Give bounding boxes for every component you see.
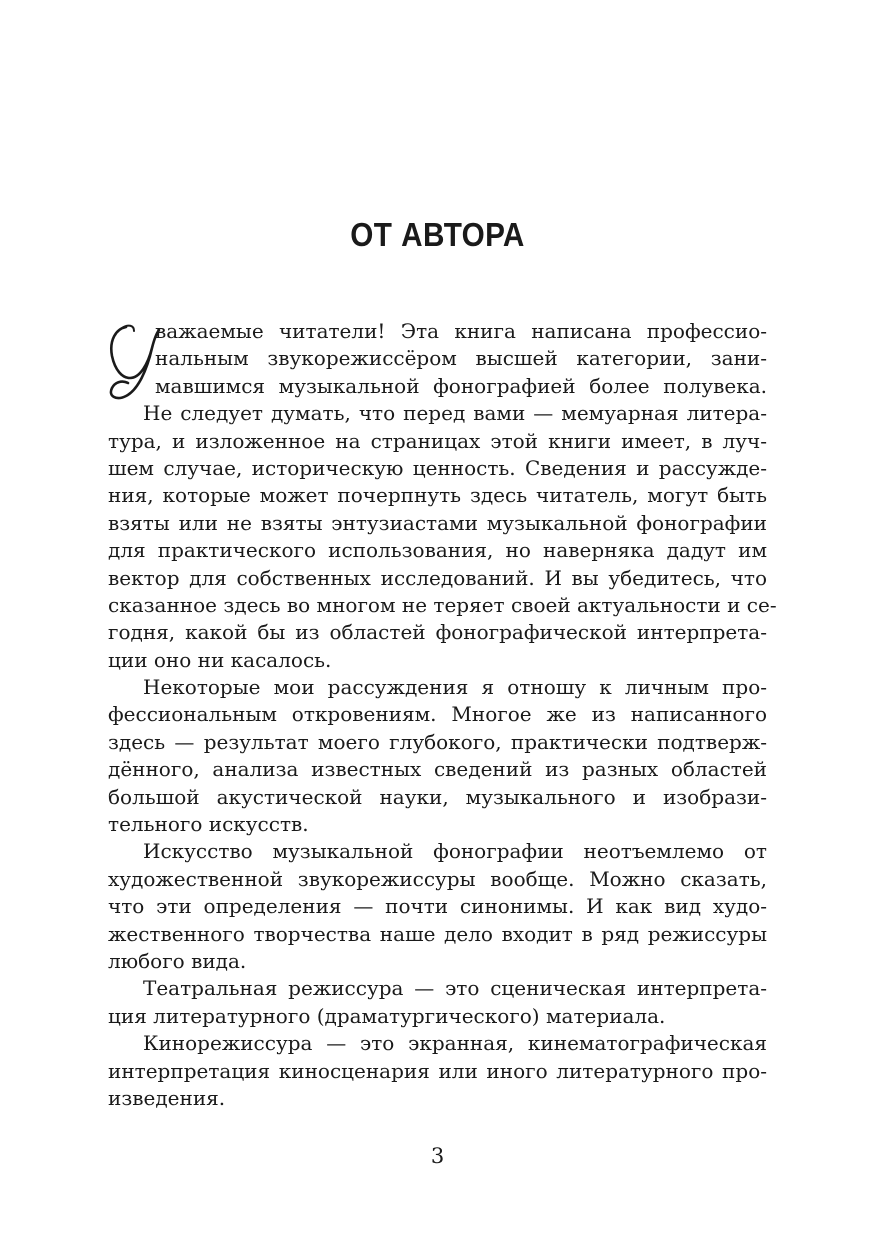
text-line: для практического использования, но наверняка дадут им: [108, 538, 767, 563]
text-line: мавшимся музыкальной фонографией более полувека.: [155, 373, 767, 398]
text-line: важаемые читатели! Эта книга написана профессио-: [155, 319, 767, 343]
text-line: изведения.: [108, 1085, 226, 1110]
text-line: фессиональным откровениям. Многое же из написанного: [108, 702, 767, 727]
text-line: взяты или не взяты энтузиастами музыкальной фонографии: [108, 510, 767, 535]
text-line: Искусство музыкальной фонографии неотъемлемо от: [143, 839, 767, 864]
text-line: нальным звукорежиссёром высшей категории, зани-: [155, 346, 767, 371]
text-line: любого вида.: [108, 948, 247, 973]
text-line: Некоторые мои рассуждения я отношу к личным про-: [143, 675, 767, 700]
text-line: годня, какой бы из областей фонографической интерпрета-: [108, 620, 767, 645]
text-line: ния, которые может почерпнуть здесь читатель, могут быть: [108, 483, 767, 508]
text-line: интерпретация киносценария или иного литературного про-: [108, 1058, 767, 1083]
text-line: художественной звукорежиссуры вообще. Можно сказать,: [108, 866, 767, 891]
text-line: жественного творчества наше дело входит в ряд режиссуры: [108, 921, 767, 946]
text-line: сказанное здесь во многом не теряет своей актуальности и се-: [108, 592, 777, 617]
text-line: Не следует думать, что перед вами — мемуарная литера-: [143, 401, 767, 426]
body-text: [108, 318, 777, 1112]
page-title: ОТ АВТОРА: [350, 216, 525, 253]
text-line: ция литературного (драматургического) материала.: [108, 1003, 666, 1028]
page-number: 3: [430, 1144, 445, 1168]
text-line: шем случае, историческую ценность. Сведения и рассужде-: [108, 455, 767, 480]
text-line: ции оно ни касалось.: [108, 647, 332, 672]
text-line: что эти определения — почти синонимы. И как вид худо-: [108, 894, 767, 919]
text-line: дённого, анализа известных сведений из разных областей: [108, 757, 767, 782]
text-line: Театральная режиссура — это сценическая интерпрета-: [143, 976, 767, 1001]
text-line: тура, и изложенное на страницах этой книги имеет, в луч-: [108, 428, 767, 453]
text-line: вектор для собственных исследований. И вы убедитесь, что: [108, 565, 767, 590]
text-line: здесь — результат моего глубокого, практически подтверж-: [108, 729, 767, 754]
text-line: Кинорежиссура — это экранная, кинематографическая: [143, 1031, 767, 1056]
text-line: большой акустической науки, музыкального и изобрази-: [108, 784, 767, 809]
text-line: тельного искусств.: [108, 812, 309, 837]
